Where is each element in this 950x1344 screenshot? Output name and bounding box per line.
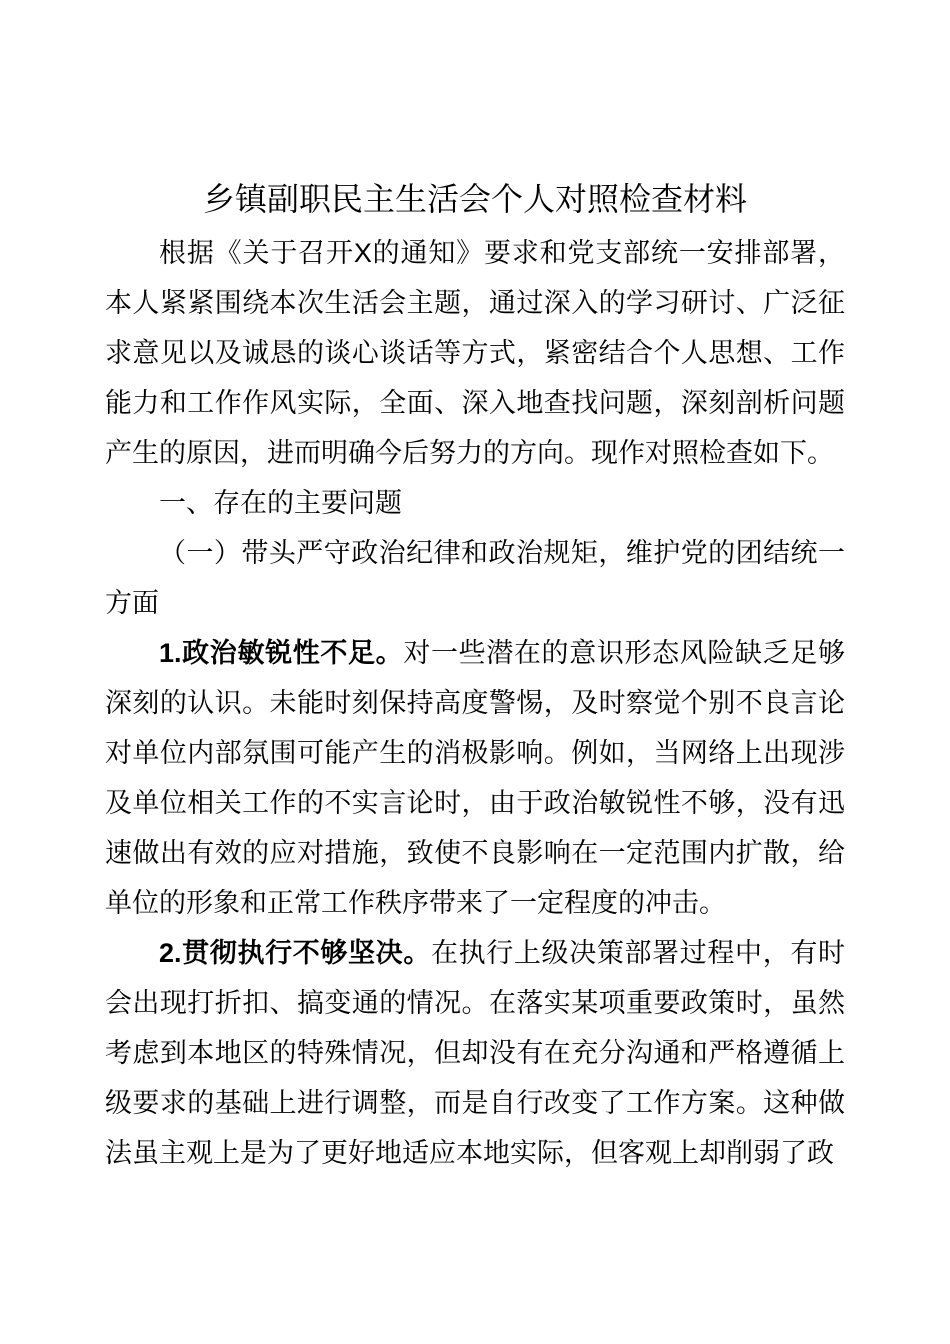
body-paragraph: 2.贯彻执行不够坚决。在执行上级决策部署过程中，有时会出现打折扣、搞变通的情况。在落实某项重要政策时，虽然考虑到本地区的特殊情况，但却没有在充分沟通和严格遵循上级要求的基础上进行调整，而是自行改变了工作方案。这种做法虽主观上是为了更好地适应本地实际，但客观上却削弱了政 <box>105 938 845 1168</box>
body-paragraph: 根据《关于召开X的通知》要求和党支部统一安排部署，本人紧紧围绕本次生活会主题，通过深入的学习研讨、广泛征求意见以及诚恳的谈心谈话等方式，紧密结合个人思想、工作能力和工作作风实际，全面、深入地查找问题，深刻剖析问题产生的原因，进而明确今后努力的方向。现作对照检查如下。 <box>105 238 845 468</box>
section-heading: 一、存在的主要问题 <box>159 488 402 518</box>
document-title: 乡镇副职民主生活会个人对照检查材料 <box>202 181 747 217</box>
document-body <box>105 228 845 1178</box>
body-paragraph: 1.政治敏锐性不足。对一些潜在的意识形态风险缺乏足够深刻的认识。未能时刻保持高度警惕，及时察觉个别不良言论对单位内部氛围可能产生的消极影响。例如，当网络上出现涉及单位相关工作的不实言论时，由于政治敏锐性不够，没有迅速做出有效的应对措施，致使不良影响在一定范围内扩散，给单位的形象和正常工作秩序带来了一定程度的冲击。 <box>105 638 845 918</box>
paragraph-lead-bold: 1.政治敏锐性不足。 <box>159 638 404 668</box>
subsection-heading: （一）带头严守政治纪律和政治规矩，维护党的团结统一方面 <box>105 538 845 618</box>
paragraph-lead-bold: 2.贯彻执行不够坚决。 <box>159 938 431 968</box>
